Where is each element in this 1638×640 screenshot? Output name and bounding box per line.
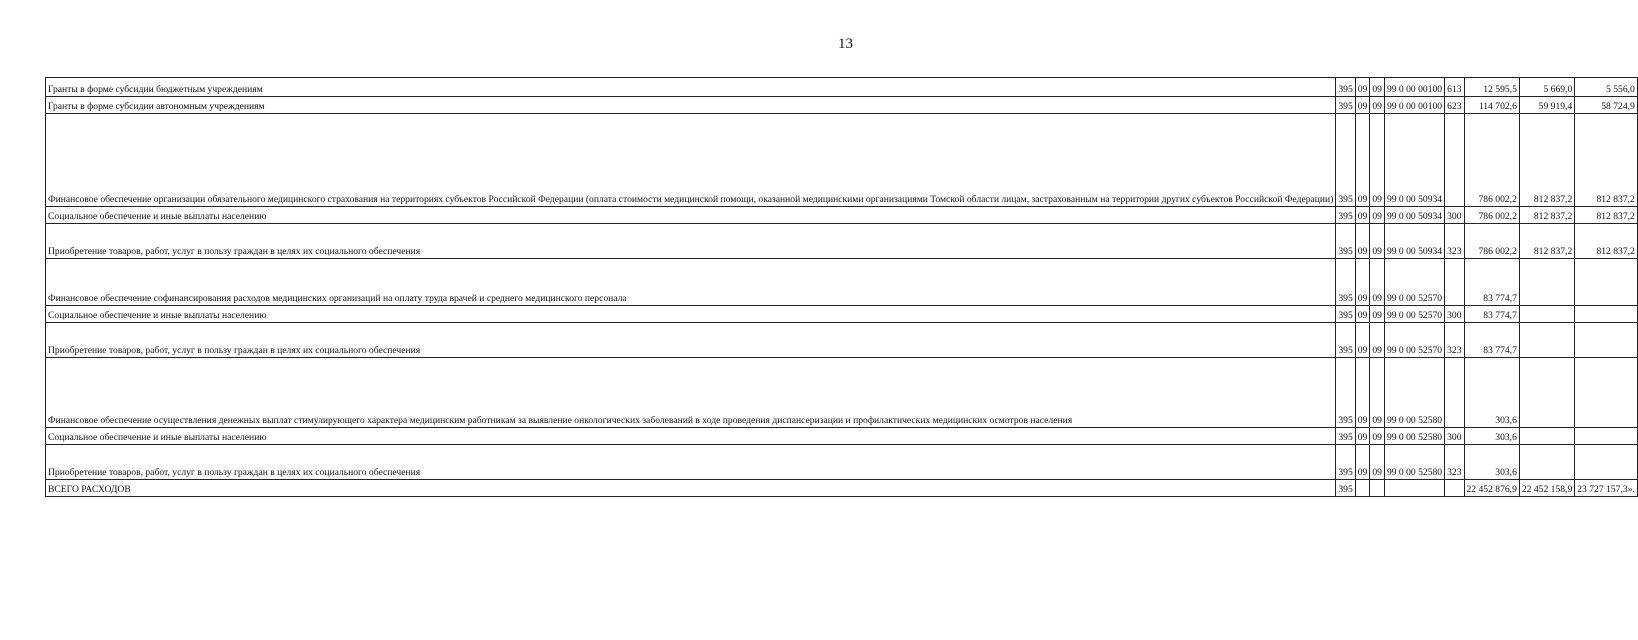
total-empty-cell [1355,480,1370,497]
cell-y1: 303,6 [1464,428,1519,445]
cell-y3 [1575,259,1638,306]
cell-rz: 09 [1355,306,1370,323]
cell-y3: 812 837,2 [1575,114,1638,207]
cell-y2 [1519,259,1574,306]
cell-ved: 395 [1336,114,1355,207]
cell-y3 [1575,306,1638,323]
table-row [46,207,1638,224]
cell-y2: 812 837,2 [1519,224,1574,259]
cell-csr: 99 0 00 52570 [1384,323,1444,358]
total-y3: 23 727 157,3». [1575,480,1638,497]
cell-vr [1445,114,1464,207]
cell-y2: 59 919,4 [1519,97,1574,114]
cell-csr: 99 0 00 00100 [1384,78,1444,97]
cell-name: Финансовое обеспечение организации обязательного медицинского страхования на территориях субъектов Российской Федерации (оплата стоимости медицинской помощи, оказанной медицинскими организациями Томской области лицам, застрахованным на территории других субъектов Российской Федерации) [46,114,1336,207]
cell-rz: 09 [1355,323,1370,358]
table-row [46,259,1638,306]
cell-y3 [1575,428,1638,445]
cell-name: Социальное обеспечение и иные выплаты населению [46,306,1336,323]
total-y1: 22 452 876,9 [1464,480,1519,497]
cell-y1: 303,6 [1464,358,1519,428]
cell-y1: 786 002,2 [1464,114,1519,207]
cell-vr [1445,358,1464,428]
cell-vr: 300 [1445,207,1464,224]
cell-y2: 812 837,2 [1519,207,1574,224]
table-row [46,445,1638,480]
table-row [46,114,1638,207]
cell-name: Гранты в форме субсидии бюджетным учреждениям [46,78,1336,97]
cell-pr: 09 [1370,97,1385,114]
cell-rz: 09 [1355,259,1370,306]
cell-y1: 83 774,7 [1464,323,1519,358]
total-ved: 395 [1336,480,1355,497]
cell-rz: 09 [1355,358,1370,428]
cell-pr: 09 [1370,114,1385,207]
cell-csr: 99 0 00 52570 [1384,259,1444,306]
total-empty-cell [1384,480,1444,497]
cell-name: Социальное обеспечение и иные выплаты населению [46,428,1336,445]
cell-name: Социальное обеспечение и иные выплаты населению [46,207,1336,224]
cell-csr: 99 0 00 50934 [1384,114,1444,207]
cell-rz: 09 [1355,78,1370,97]
cell-y1: 83 774,7 [1464,306,1519,323]
cell-name: Гранты в форме субсидии автономным учреждениям [46,97,1336,114]
cell-vr: 300 [1445,306,1464,323]
cell-ved: 395 [1336,97,1355,114]
cell-y2 [1519,358,1574,428]
table-row [46,97,1638,114]
table-row [46,306,1638,323]
cell-y2 [1519,445,1574,480]
cell-ved: 395 [1336,428,1355,445]
cell-csr: 99 0 00 50934 [1384,224,1444,259]
cell-y3: 5 556,0 [1575,78,1638,97]
cell-y3 [1575,323,1638,358]
cell-rz: 09 [1355,428,1370,445]
cell-pr: 09 [1370,306,1385,323]
cell-csr: 99 0 00 52580 [1384,445,1444,480]
total-y2: 22 452 158,9 [1519,480,1574,497]
cell-y2: 5 669,0 [1519,78,1574,97]
page-number: 13 [838,36,853,52]
expenses-table [45,77,1638,497]
cell-ved: 395 [1336,358,1355,428]
cell-ved: 395 [1336,78,1355,97]
total-row [46,480,1638,497]
cell-ved: 395 [1336,323,1355,358]
cell-pr: 09 [1370,445,1385,480]
cell-y1: 83 774,7 [1464,259,1519,306]
total-empty-cell [1445,480,1464,497]
total-name: ВСЕГО РАСХОДОВ [46,480,1336,497]
total-empty-cell [1370,480,1385,497]
cell-vr: 323 [1445,323,1464,358]
cell-y3: 812 837,2 [1575,224,1638,259]
cell-vr: 623 [1445,97,1464,114]
cell-rz: 09 [1355,97,1370,114]
cell-ved: 395 [1336,259,1355,306]
cell-csr: 99 0 00 00100 [1384,97,1444,114]
cell-ved: 395 [1336,306,1355,323]
cell-pr: 09 [1370,207,1385,224]
cell-y1: 786 002,2 [1464,224,1519,259]
cell-ved: 395 [1336,207,1355,224]
cell-y3: 58 724,9 [1575,97,1638,114]
cell-vr: 300 [1445,428,1464,445]
cell-rz: 09 [1355,224,1370,259]
table-row [46,428,1638,445]
cell-csr: 99 0 00 52570 [1384,306,1444,323]
cell-y2 [1519,428,1574,445]
cell-name: Приобретение товаров, работ, услуг в пользу граждан в целях их социального обеспечения [46,445,1336,480]
cell-rz: 09 [1355,114,1370,207]
cell-vr: 323 [1445,445,1464,480]
cell-vr [1445,259,1464,306]
table-row [46,358,1638,428]
cell-vr: 613 [1445,78,1464,97]
cell-y2 [1519,323,1574,358]
table-row [46,78,1638,97]
cell-pr: 09 [1370,323,1385,358]
cell-pr: 09 [1370,358,1385,428]
cell-name: Финансовое обеспечение осуществления денежных выплат стимулирующего характера медицинским работникам за выявление онкологических заболеваний в ходе проведения диспансеризации и профилактических медицинских осмотров населения [46,358,1336,428]
cell-y2 [1519,306,1574,323]
cell-y1: 114 702,6 [1464,97,1519,114]
cell-pr: 09 [1370,224,1385,259]
table-row [46,224,1638,259]
cell-csr: 99 0 00 50934 [1384,207,1444,224]
cell-y3: 812 837,2 [1575,207,1638,224]
cell-ved: 395 [1336,445,1355,480]
cell-y2: 812 837,2 [1519,114,1574,207]
cell-pr: 09 [1370,259,1385,306]
cell-y1: 12 595,5 [1464,78,1519,97]
cell-y1: 303,6 [1464,445,1519,480]
cell-csr: 99 0 00 52580 [1384,428,1444,445]
cell-pr: 09 [1370,428,1385,445]
cell-vr: 323 [1445,224,1464,259]
table-row [46,323,1638,358]
cell-rz: 09 [1355,445,1370,480]
cell-pr: 09 [1370,78,1385,97]
cell-y3 [1575,445,1638,480]
cell-y3 [1575,358,1638,428]
cell-name: Финансовое обеспечение софинансирования расходов медицинских организаций на оплату труда врачей и среднего медицинского персонала [46,259,1336,306]
cell-rz: 09 [1355,207,1370,224]
cell-name: Приобретение товаров, работ, услуг в пользу граждан в целях их социального обеспечения [46,224,1336,259]
cell-name: Приобретение товаров, работ, услуг в пользу граждан в целях их социального обеспечения [46,323,1336,358]
cell-y1: 786 002,2 [1464,207,1519,224]
cell-ved: 395 [1336,224,1355,259]
table-body [46,78,1638,497]
cell-csr: 99 0 00 52580 [1384,358,1444,428]
